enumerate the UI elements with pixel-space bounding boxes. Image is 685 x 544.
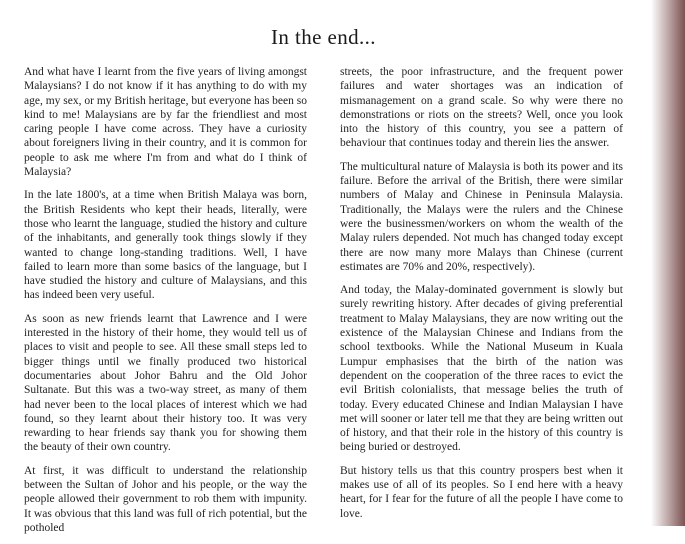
paragraph: streets, the poor infrastructure, and the frequent power failures and water shortages was an indication of mismanagement on a grand scale. So why were there no demonstrations or riots on the streets? Well, once you look into the history of this country, you see a pattern of behaviour that continues today and therein lies the answer.	[340, 66, 623, 150]
paragraph: As soon as new friends learnt that Lawrence and I were interested in the history of their home, they would tell us of places to visit and people to see. All these small steps led to bigger things until we finally produced two historical documentaries about Johor Bahru and the Old Johor Sultanate. But this was a two-way street, as many of them had never been to the local places of interest which we had found, so they learnt about their history too. It was very rewarding to hear friends say thank you for showing them the beauty of their own country.	[24, 312, 307, 454]
paragraph: At first, it was difficult to understand the relationship between the Sultan of Johor and his people, or the way the people allowed their government to rob them with impunity. It was obvious that this land was full of rich potential, but the potholed	[24, 464, 307, 534]
book-page	[24, 0, 623, 544]
text-columns	[24, 65, 623, 544]
paragraph: But history tells us that this country prospers best when it makes use of all of its peoples. So I end here with a heavy heart, for I fear for the future of all the people I have come to love.	[340, 464, 623, 520]
paragraph: In the late 1800's, at a time when British Malaya was born, the British Residents who kept their heads, literally, were those who learnt the language, studied the history and culture of the inhabitants, and generally took things slowly if they wanted to change long-standing traditions. Well, I have failed to learn more than some basics of the language, but I have studied the history and culture of Malaysians, and this has indeed been very useful.	[24, 189, 307, 302]
text-column-right	[340, 65, 623, 544]
page-title: In the end...	[271, 25, 376, 49]
paragraph: And what have I learnt from the five years of living amongst Malaysians? I do not know if it has anything to do with my age, my sex, or my British heritage, but everyone has been so kind to me! Malaysians are by far the friendliest and most caring people I have come across. They have a curiosity about foreigners living in their country, and it is common for people to ask me where I'm from and what do I think of Malaysia?	[24, 66, 307, 179]
page-edge-gradient	[651, 0, 685, 526]
paragraph: And today, the Malay-dominated government is slowly but surely rewriting history. After decades of giving preferential treatment to Malay Malaysians, they are now writing out the existence of the Malaysian Chinese and Indians from the school textbooks. While the National Museum in Kuala Lumpur emphasises that the birth of the nation was dependent on the cooperation of the three races to evict the evil British colonialists, that message belies the truth of today. Every educated Chinese and Indian Malaysian I have met will sooner or later tell me that they are being written out of history, and that their role in the history of this country is being buried or destroyed.	[340, 284, 623, 454]
text-column-left	[24, 65, 307, 544]
paragraph: The multicultural nature of Malaysia is both its power and its failure. Before the arrival of the British, there were similar numbers of Malay and Chinese in Peninsula Malaysia. Traditionally, the Malays were the rulers and the Chinese were the businessmen/workers on whom the wealth of the Malay rulers depended. Not much has changed today except there are now many more Malays than Chinese (current estimates are 70% and 20%, respectively).	[340, 160, 623, 273]
